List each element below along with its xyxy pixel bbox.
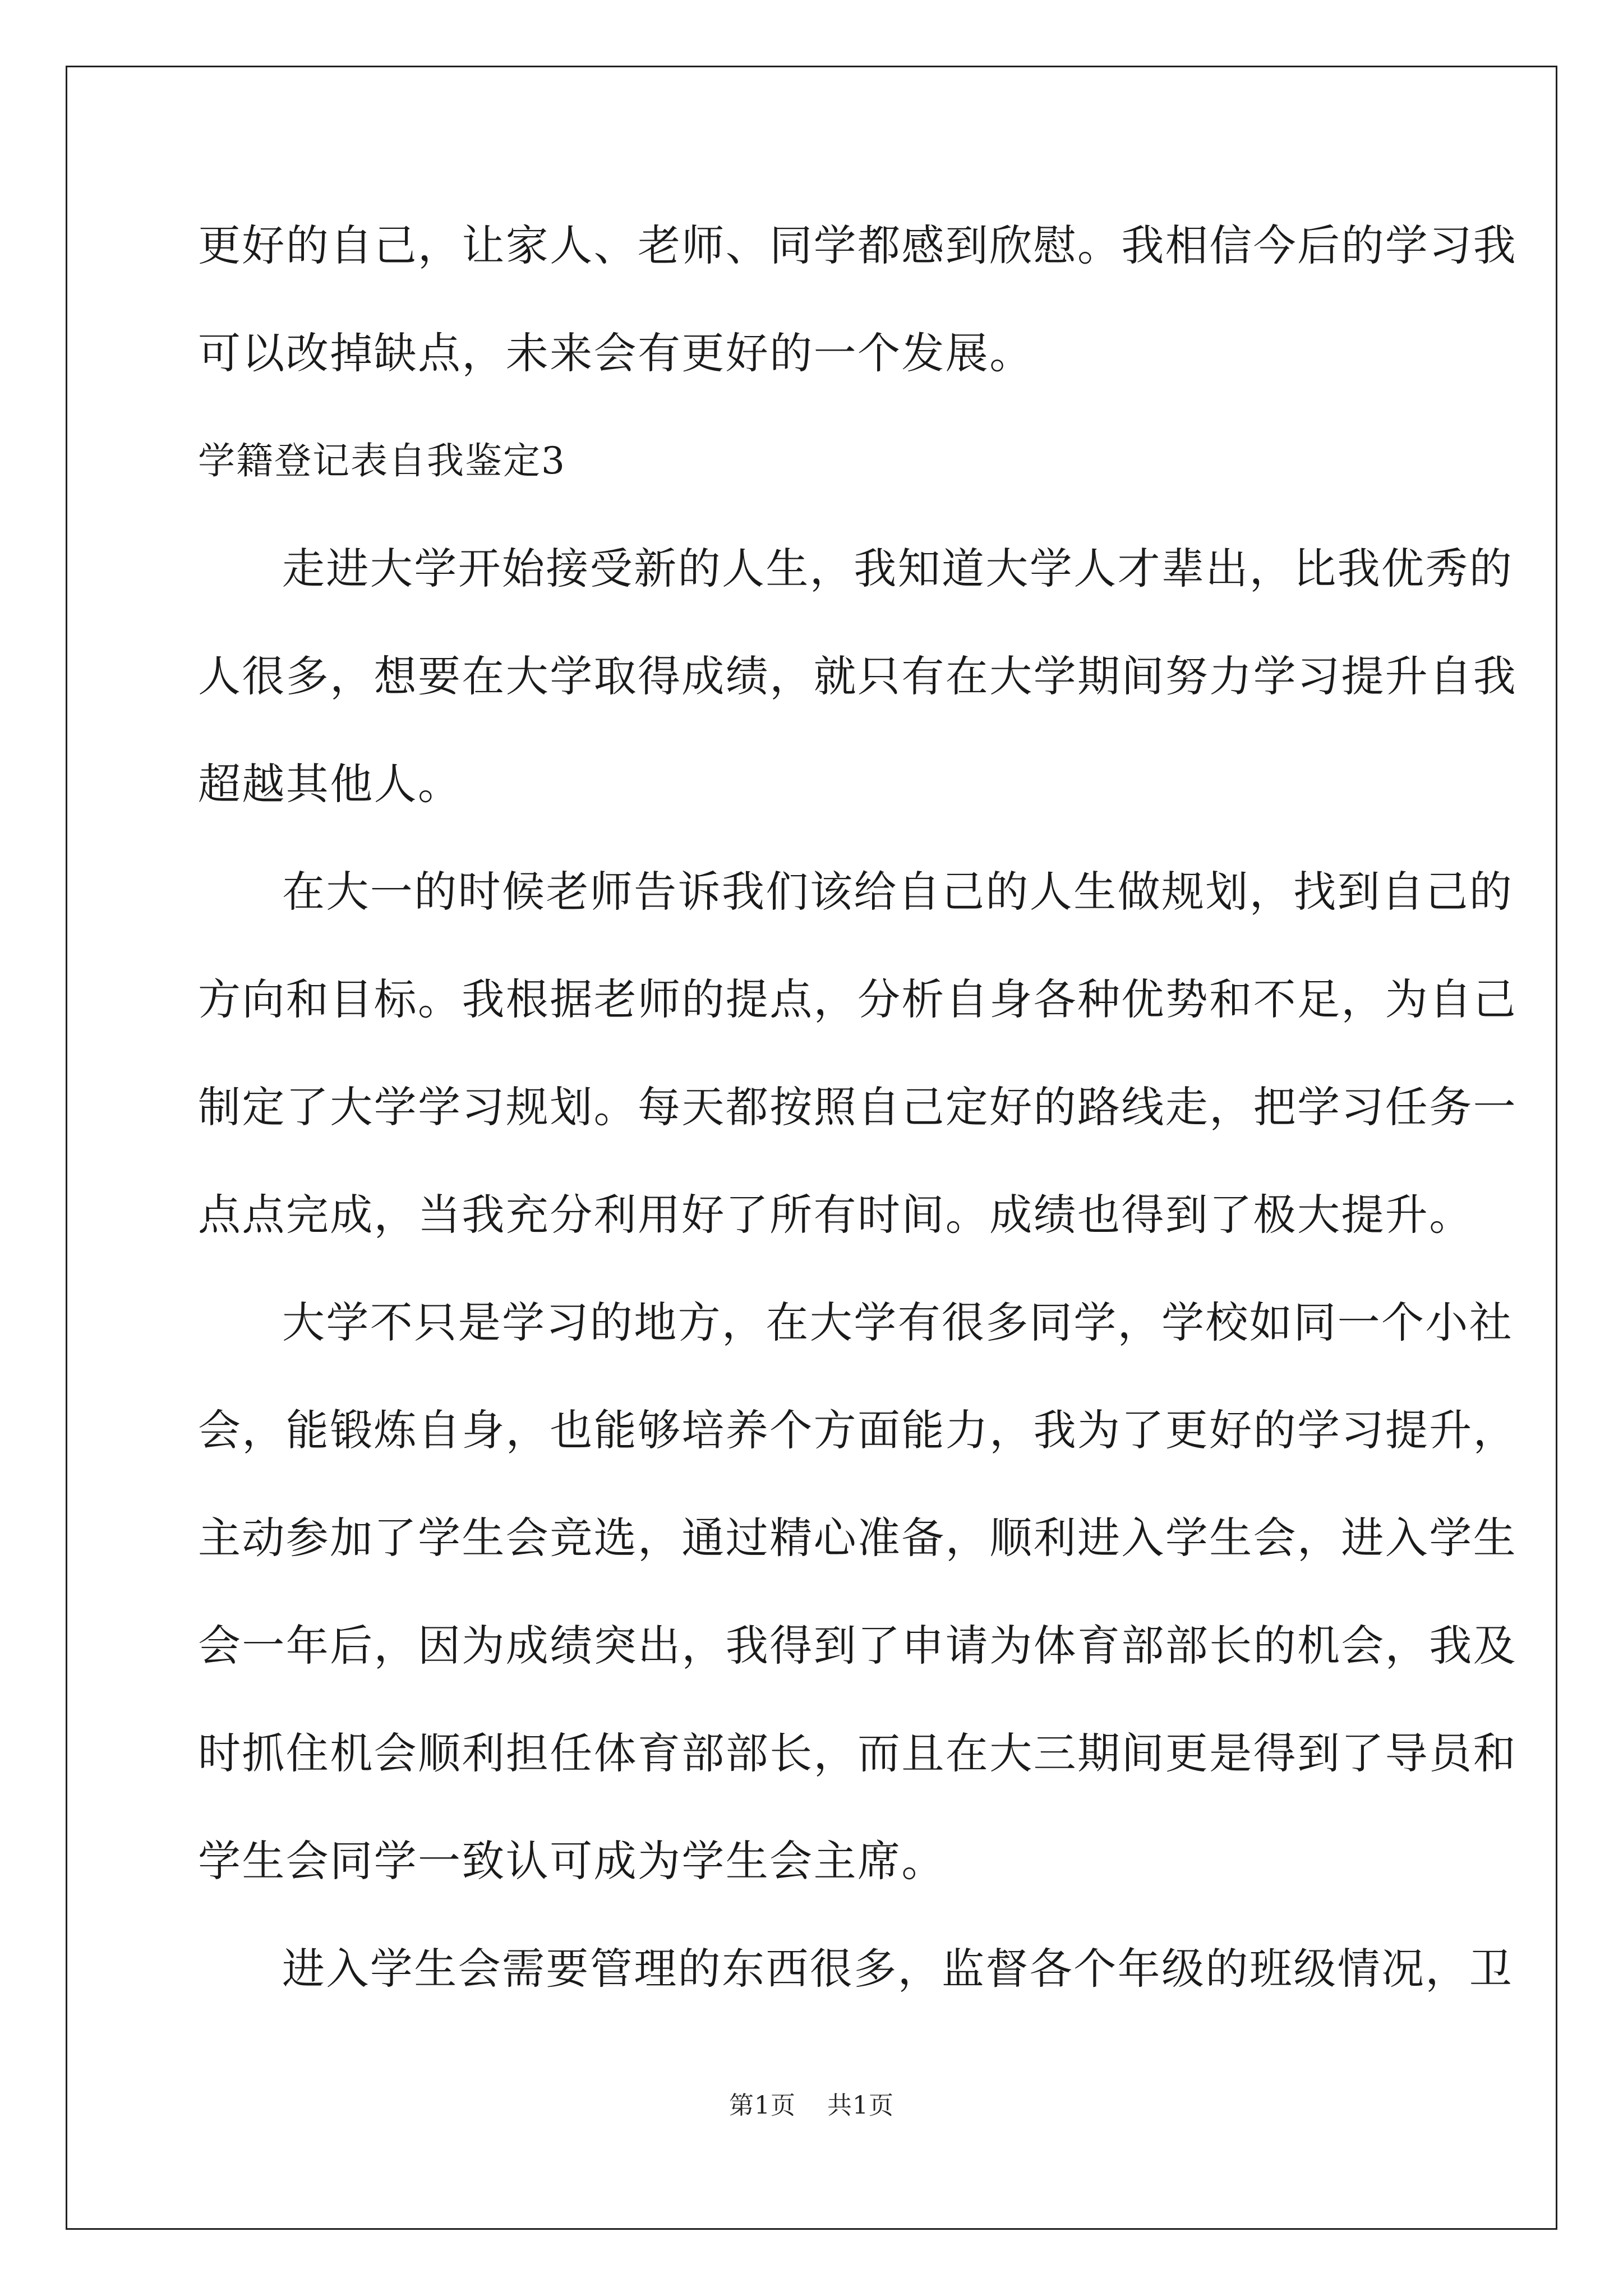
page-footer [0, 2085, 1623, 2121]
text-line: 更好的自己，让家人、老师、同学都感到欣慰。我相信今后的学习我 [198, 220, 1517, 270]
paragraph-3-line: 学生会同学一致认可成为学生会主席。 [198, 1836, 946, 1886]
paragraph-1-line: 超越其他人。 [198, 759, 462, 809]
paragraph-1-line: 走进大学开始接受新的人生，我知道大学人才辈出，比我优秀的 [282, 544, 1514, 593]
paragraph-2-line: 制定了大学学习规划。每天都按照自己定好的路线走，把学习任务一 [198, 1082, 1517, 1132]
page-number: 第1页 [729, 2091, 796, 2120]
text-line: 可以改掉缺点，未来会有更好的一个发展。 [198, 328, 1034, 378]
paragraph-2-line: 方向和目标。我根据老师的提点，分析自身各种优势和不足，为自己 [198, 974, 1517, 1024]
paragraph-2-line: 在大一的时候老师告诉我们该给自己的人生做规划，找到自己的 [282, 867, 1514, 917]
paragraph-3-line: 时抓住机会顺利担任体育部部长，而且在大三期间更是得到了导员和 [198, 1728, 1517, 1778]
page-total: 共1页 [827, 2091, 894, 2120]
paragraph-1-line: 人很多，想要在大学取得成绩，就只有在大学期间努力学习提升自我 [198, 651, 1517, 701]
document-body [198, 212, 1517, 2043]
paragraph-3-line: 会，能锻炼自身，也能够培养个方面能力，我为了更好的学习提升， [198, 1405, 1517, 1455]
paragraph-3-line: 大学不只是学习的地方，在大学有很多同学，学校如同一个小社 [282, 1297, 1514, 1347]
paragraph-2-line: 点点完成，当我充分利用好了所有时间。成绩也得到了极大提升。 [198, 1190, 1473, 1240]
paragraph-3-line: 会一年后，因为成绩突出，我得到了申请为体育部部长的机会，我及 [198, 1621, 1517, 1671]
section-heading: 学籍登记表自我鉴定3 [198, 439, 566, 482]
paragraph-3-line: 主动参加了学生会竞选，通过精心准备，顺利进入学生会，进入学生 [198, 1513, 1517, 1563]
paragraph-4-line: 进入学生会需要管理的东西很多，监督各个年级的班级情况，卫 [282, 1944, 1514, 1994]
